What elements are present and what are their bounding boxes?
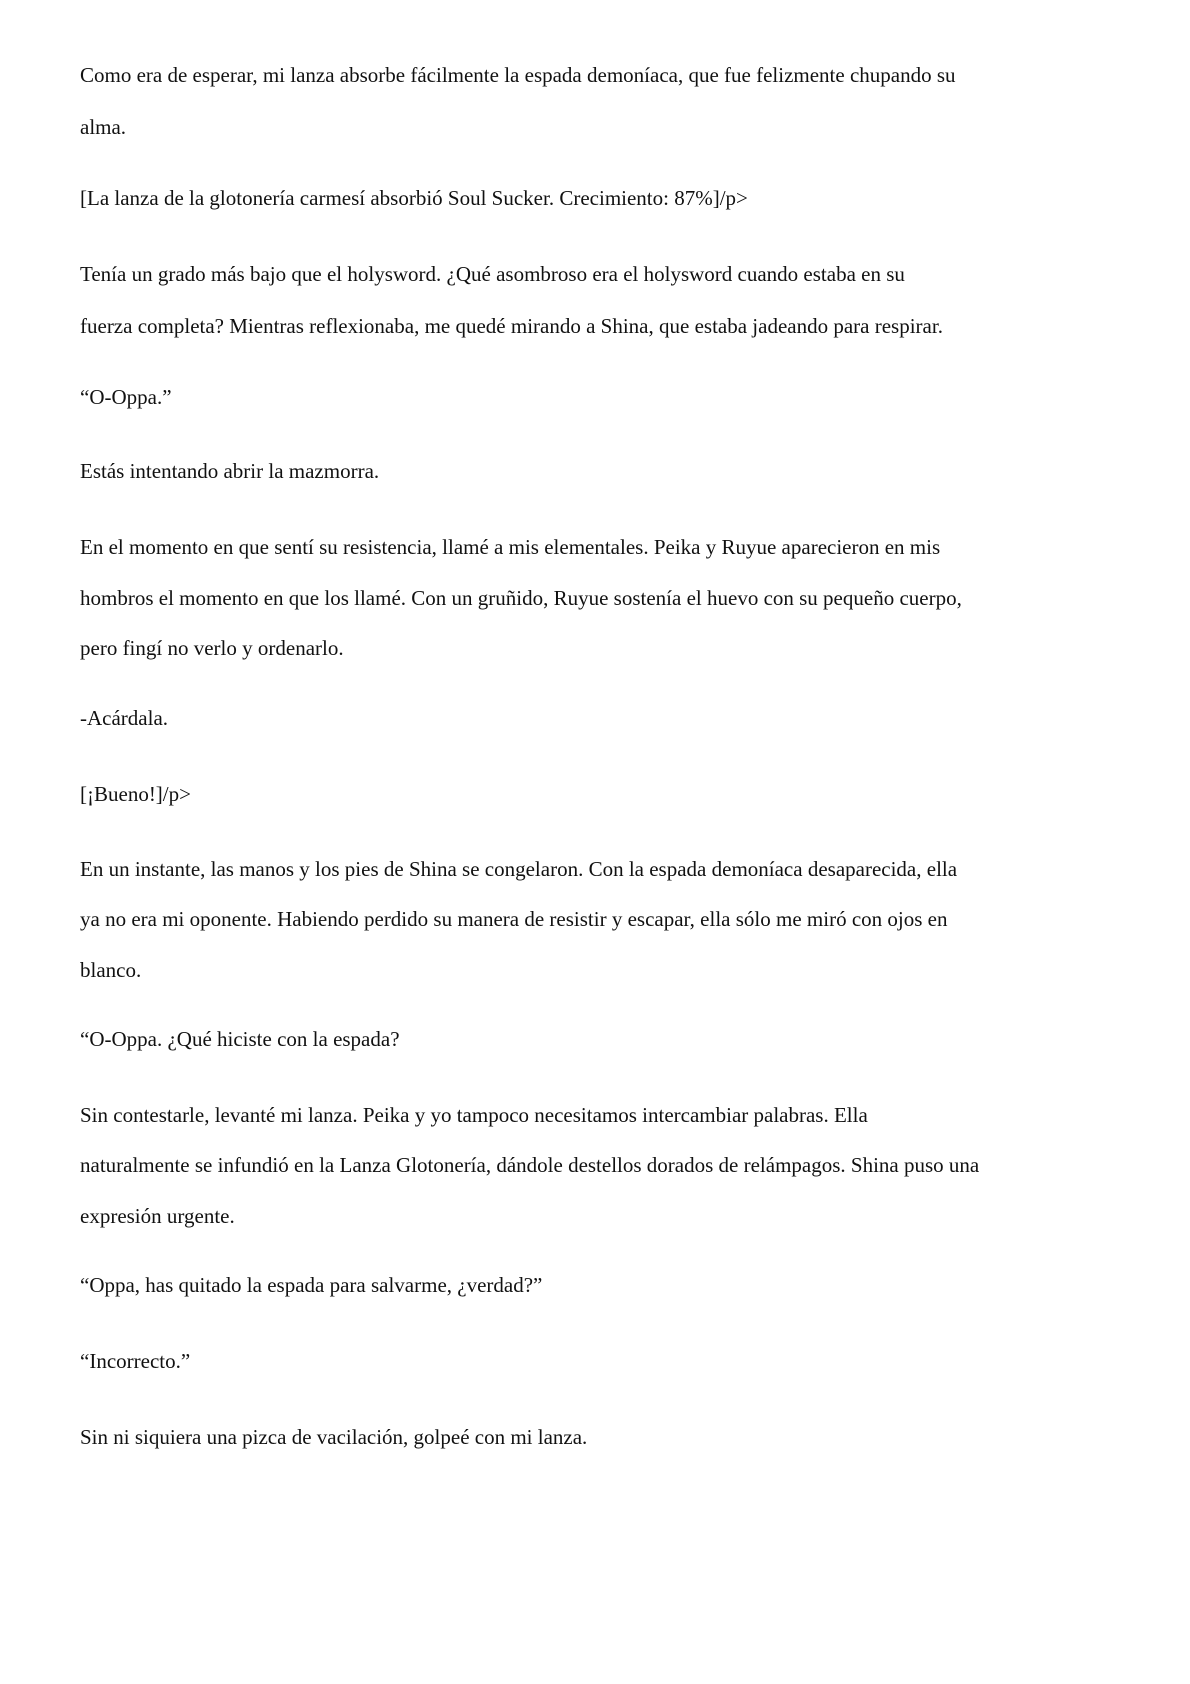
text-line: En un instante, las manos y los pies de Shina se congelaron. Con la espada demoníaca desaparecida, ella <box>80 857 958 881</box>
text-line: “Oppa, has quitado la espada para salvarme, ¿verdad?” <box>80 1273 543 1297</box>
text-line: fuerza completa? Mientras reflexionaba, me quedé mirando a Shina, que estaba jadeando para respirar. <box>80 314 943 338</box>
text-line: Estás intentando abrir la mazmorra. <box>80 459 380 483</box>
text-line: hombros el momento en que los llamé. Con un gruñido, Ruyue sostenía el huevo con su pequeño cuerpo, <box>80 586 962 610</box>
text-line: En el momento en que sentí su resistencia, llamé a mis elementales. Peika y Ruyue aparecieron en mis <box>80 535 941 559</box>
text-line: -Acárdala. <box>80 706 169 730</box>
text-line: Tenía un grado más bajo que el holysword. ¿Qué asombroso era el holysword cuando estaba en su <box>80 262 905 286</box>
text-line: ya no era mi oponente. Habiendo perdido su manera de resistir y escapar, ella sólo me miró con ojos en <box>80 907 948 931</box>
text-line: Sin ni siquiera una pizca de vacilación, golpeé con mi lanza. <box>80 1425 588 1449</box>
text-line: Como era de esperar, mi lanza absorbe fácilmente la espada demoníaca, que fue felizmente chupando su <box>80 63 956 87</box>
text-line: [¡Bueno!]/p> <box>80 782 191 806</box>
text-line: naturalmente se infundió en la Lanza Glotonería, dándole destellos dorados de relámpagos. Shina puso una <box>80 1153 980 1177</box>
text-line: pero fingí no verlo y ordenarlo. <box>80 636 344 660</box>
text-line: “O-Oppa.” <box>80 385 172 409</box>
text-line: alma. <box>80 115 127 139</box>
text-line: “Incorrecto.” <box>80 1349 191 1373</box>
text-line: Sin contestarle, levanté mi lanza. Peika y yo tampoco necesitamos intercambiar palabras. Ella <box>80 1103 868 1127</box>
text-line: “O-Oppa. ¿Qué hiciste con la espada? <box>80 1027 400 1051</box>
text-line: [La lanza de la glotonería carmesí absorbió Soul Sucker. Crecimiento: 87%]/p> <box>80 186 748 210</box>
text-line: expresión urgente. <box>80 1204 235 1228</box>
text-line: blanco. <box>80 958 142 982</box>
